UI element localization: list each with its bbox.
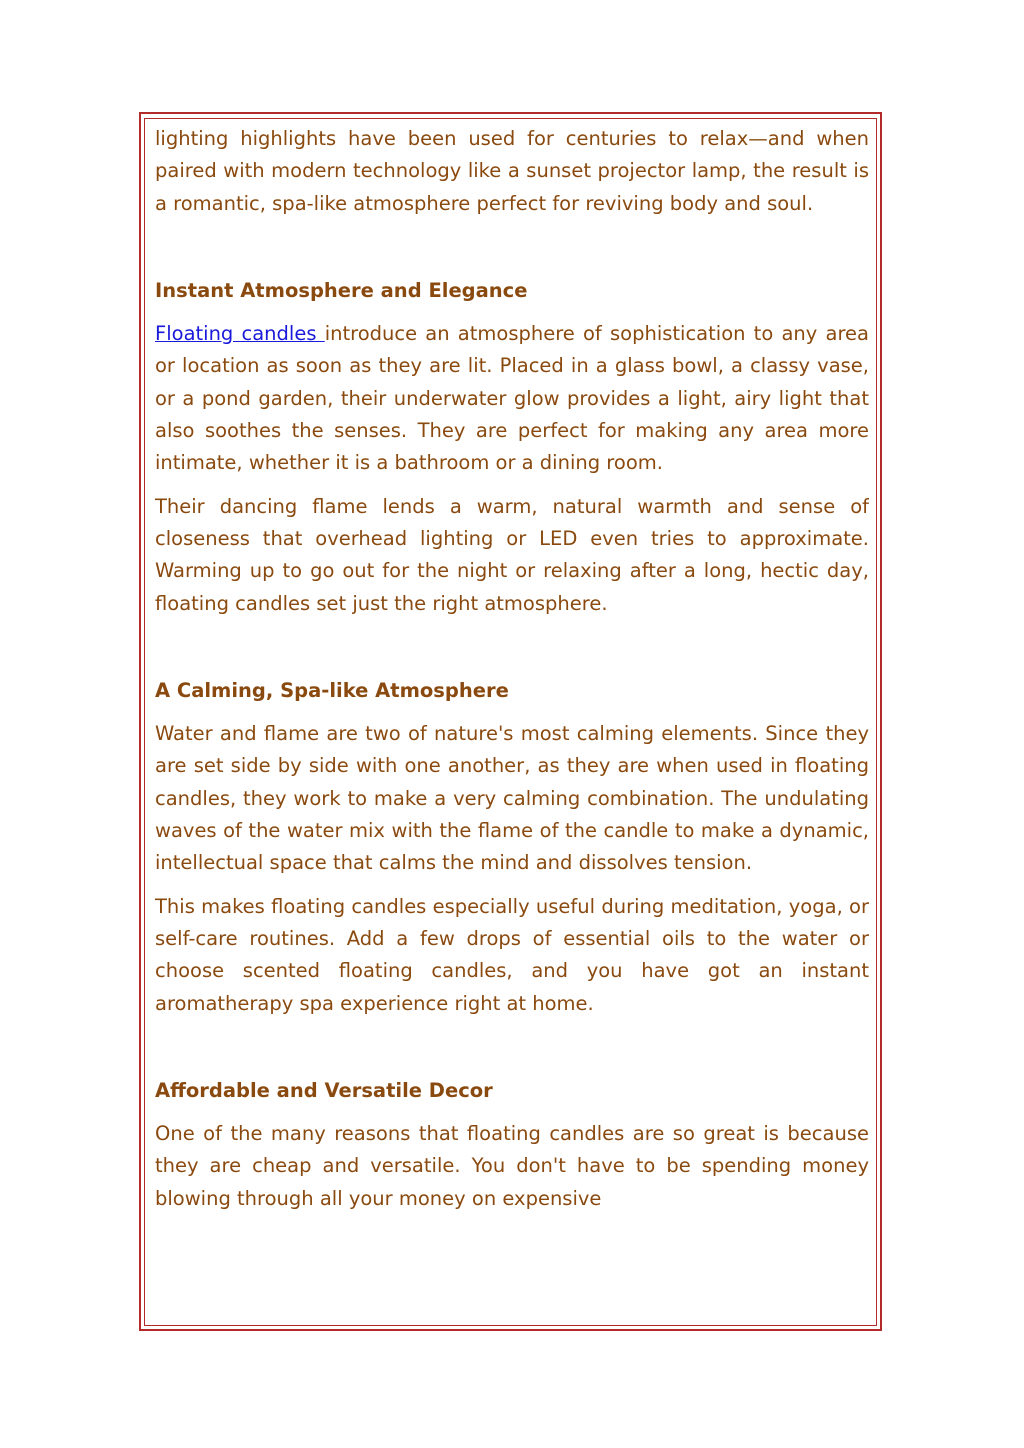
section-1-paragraph-1	[155, 318, 869, 479]
intro-paragraph: lighting highlights have been used for centuries to relax—and when paired with modern technology like a sunset projector lamp, the result is a romantic, spa-like atmosphere perfect for reviving body and soul.	[155, 127, 869, 215]
section-3-paragraph-1: One of the many reasons that floating candles are so great is because they are cheap and versatile. You don't have to be spending money blowing through all your money on expensive	[155, 1122, 869, 1210]
section-heading-instant-atmosphere: Instant Atmosphere and Elegance	[155, 278, 528, 302]
floating-candles-link[interactable]: Floating candles	[155, 322, 325, 346]
section-1-paragraph-2: Their dancing flame lends a warm, natural warmth and sense of closeness that overhead lighting or LED even tries to approximate. Warming up to go out for the night or relaxing after a long, hectic day, floating candles set just the right atmosphere.	[155, 494, 869, 615]
document-body	[155, 123, 869, 1319]
section-heading-affordable-decor: Affordable and Versatile Decor	[155, 1078, 493, 1102]
section-2-paragraph-2: This makes floating candles especially useful during meditation, yoga, or self-care routines. Add a few drops of essential oils to the water or choose scented floating candles, and you have got an instant aromatherapy spa experience right at home.	[155, 894, 869, 1015]
section-2-paragraph-1: Water and flame are two of nature's most calming elements. Since they are set side by side with one another, as they are when used in floating candles, they work to make a very calming combination. The undulating waves of the water mix with the flame of the candle to make a dynamic, intellectual space that calms the mind and dissolves tension.	[155, 722, 869, 875]
section-heading-calming-spa: A Calming, Spa-like Atmosphere	[155, 678, 509, 702]
section-1-paragraph-1-text: introduce an atmosphere of sophistication to any area or location as soon as they are lit. Placed in a glass bowl, a classy vase, or a pond garden, their underwater glow provides a light, airy light that also soothes the senses. They are perfect for making any area more intimate, whether it is a bathroom or a dining room.	[155, 322, 869, 475]
